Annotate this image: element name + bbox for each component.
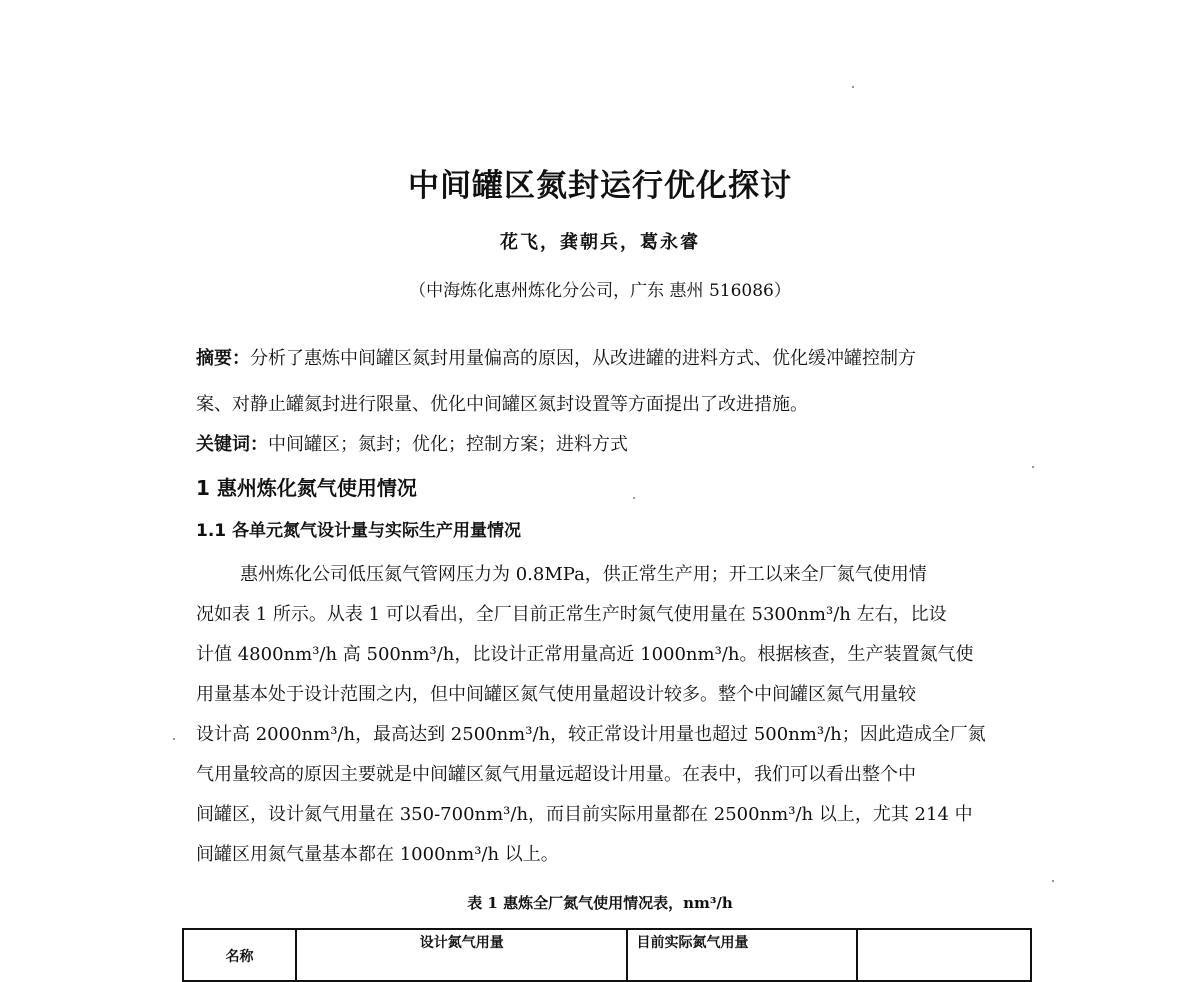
keywords-line (196, 432, 1036, 458)
paragraph-line: 计值 4800nm³/h 高 500nm³/h，比设计正常用量高近 1000nm³/h。根据核查，生产装置氮气使 (196, 644, 974, 665)
paper-title: 中间罐区氮封运行优化探讨 (408, 168, 792, 204)
table-caption: 表 1 惠炼全厂氮气使用情况表，nm³/h (467, 894, 733, 912)
paragraph-line: 间罐区，设计氮气用量在 350-700nm³/h，而目前实际用量都在 2500nm³/h 以上，尤其 214 中 (196, 804, 973, 825)
section-heading-1: 1 惠州炼化氮气使用情况 (196, 476, 417, 500)
paragraph-line: 气用量较高的原因主要就是中间罐区氮气用量远超设计用量。在表中，我们可以看出整个中 (196, 764, 916, 785)
table-1 (182, 928, 1032, 982)
paragraph-line: 间罐区用氮气量基本都在 1000nm³/h 以上。 (196, 844, 559, 865)
abstract-line-1 (196, 346, 1036, 372)
table-header-cell: 名称 (183, 929, 296, 981)
scan-speck (633, 497, 635, 499)
affiliation: （中海炼化惠州炼化分公司，广东 惠州 516086） (409, 281, 791, 301)
abstract-label: 摘要： (196, 348, 250, 369)
section-heading-1-1: 1.1 各单元氮气设计量与实际生产用量情况 (196, 521, 522, 541)
scan-speck (173, 738, 175, 740)
scan-speck (852, 86, 854, 88)
abstract-line-2: 案、对静止罐氮封进行限量、优化中间罐区氮封设置等方面提出了改进措施。 (196, 394, 808, 415)
keywords-label: 关键词： (196, 434, 268, 455)
paragraph-line: 设计高 2000nm³/h，最高达到 2500nm³/h，较正常设计用量也超过 500nm³/h；因此造成全厂氮 (196, 724, 986, 745)
table-header-cell: 设计氮气用量 (296, 929, 628, 981)
paragraph-line: 况如表 1 所示。从表 1 可以看出，全厂目前正常生产时氮气使用量在 5300nm³/h 左右，比设 (196, 604, 947, 625)
paragraph-line: 用量基本处于设计范围之内，但中间罐区氮气使用量超设计较多。整个中间罐区氮气用量较 (196, 684, 916, 705)
table-header-cell (857, 929, 1031, 981)
table-header-cell: 目前实际氮气用量 (627, 929, 856, 981)
table-header-row (183, 929, 1031, 981)
scan-speck (1032, 466, 1034, 468)
keywords-text: 中间罐区；氮封；优化；控制方案；进料方式 (268, 434, 628, 455)
scan-speck (1052, 880, 1054, 882)
abstract-text-1: 分析了惠炼中间罐区氮封用量偏高的原因，从改进罐的进料方式、优化缓冲罐控制方 (250, 348, 916, 369)
author-list: 花飞，龚朝兵，葛永睿 (500, 232, 700, 253)
paragraph-line: 惠州炼化公司低压氮气管网压力为 0.8MPa，供正常生产用；开工以来全厂氮气使用情 (240, 564, 927, 585)
